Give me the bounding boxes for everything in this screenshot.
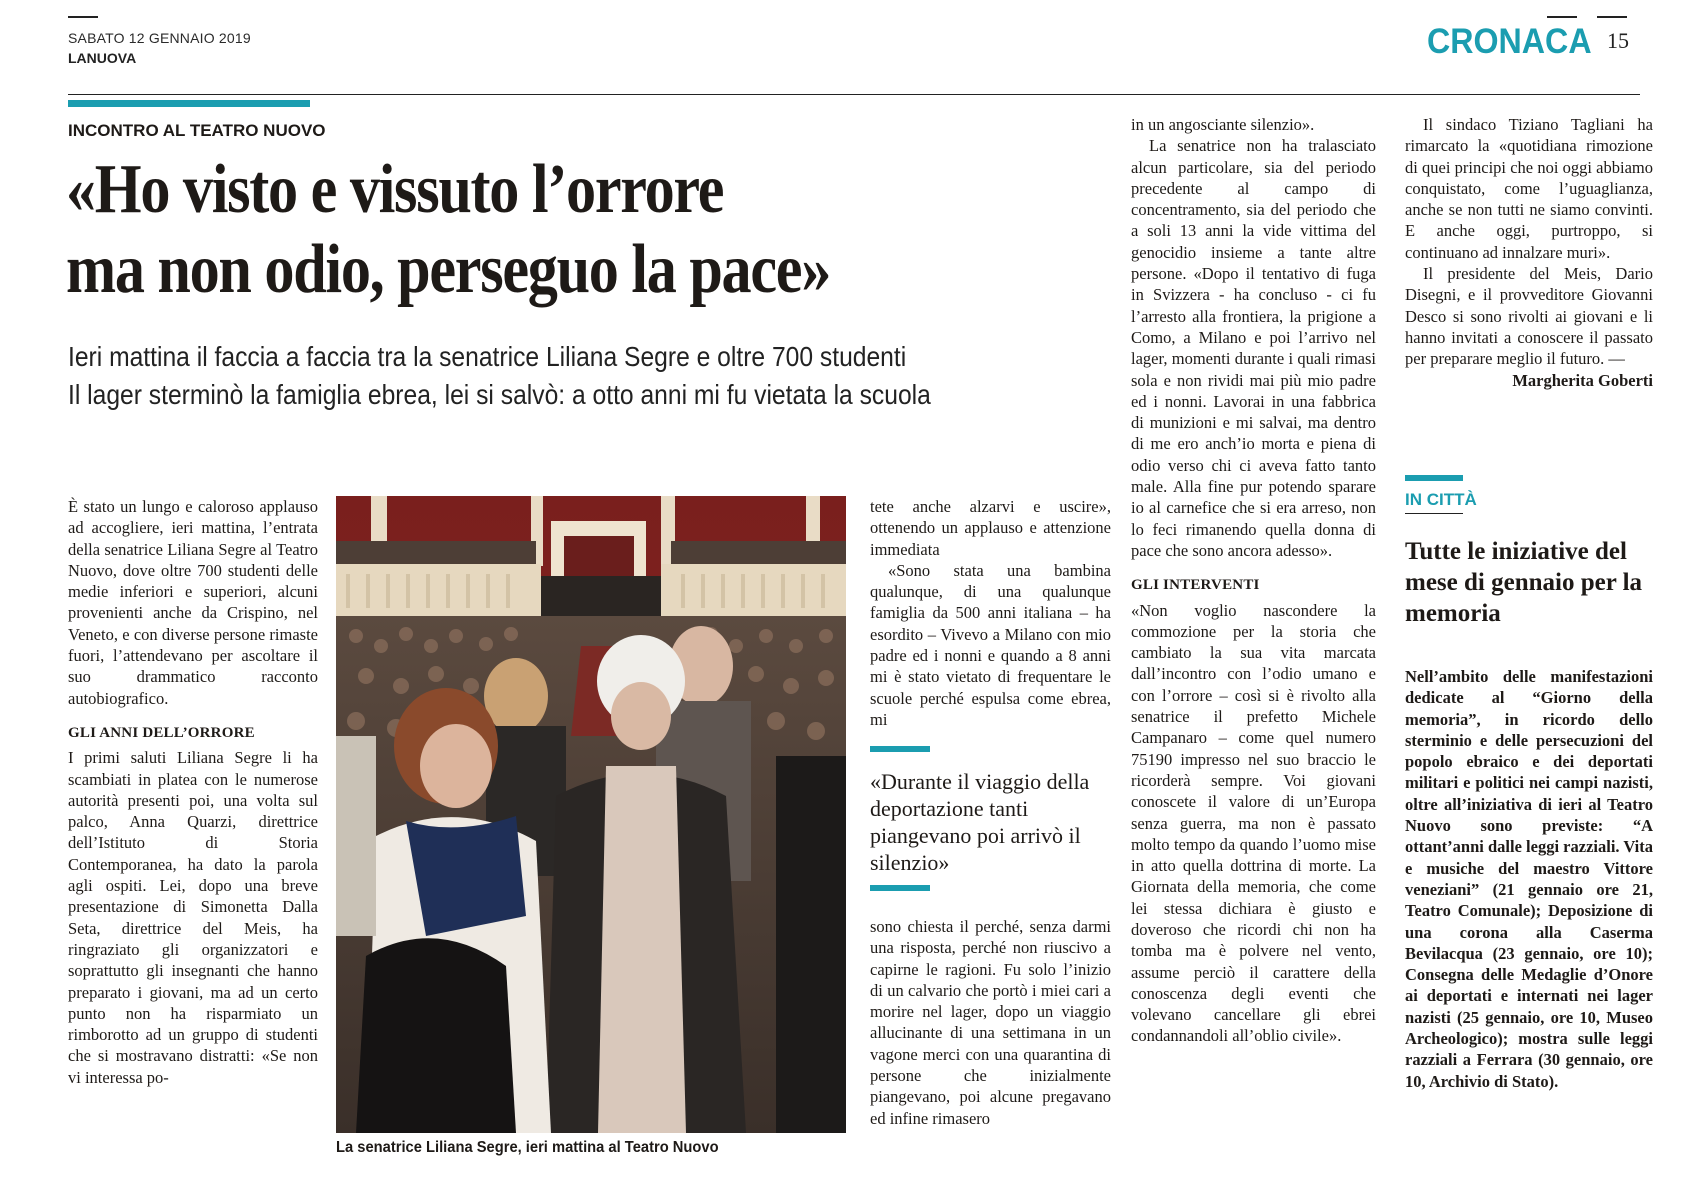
paragraph: I primi saluti Liliana Segre li ha scambiati in platea con le numerose autorità presenti poi, una volta sul palco, Anna Quarzi, direttrice dell’Istituto di Storia Contemporanea, ha dato la parola agli ospiti. Lei, dopo una breve presentazione di Simonetta Dalla Seta, direttrice del Meis, ha ringraziato gli organizzatori e soprattutto gli insegnanti che hanno preparato i giovani, ma ad un certo punto non ha risparmiato un rimborotto ad un gruppo di studenti che si mostravano distratti: «Se non vi interessa po- bbox=[68, 748, 318, 1087]
sidebar-kicker: IN CITTÀ bbox=[1405, 490, 1477, 509]
headline-line-1: «Ho visto e vissuto l’orrore bbox=[66, 151, 724, 228]
paragraph: Il sindaco Tiziano Tagliani ha rimarcato la «quotidiana rimozione di quei principi che noi oggi abbiamo conquistato, come l’uguaglianza, anche se non tutti ne siamo convinti. E anche oggi, purtroppo, si continuano ad innalzare muri». bbox=[1405, 115, 1653, 262]
article-kicker: INCONTRO AL TEATRO NUOVO bbox=[68, 121, 326, 140]
article-column-3 bbox=[1131, 114, 1376, 1047]
paragraph: È stato un lungo e caloroso applauso ad accogliere, ieri mattina, l’entrata della senatrice Liliana Segre al Teatro Nuovo, dove oltre 700 studenti delle medie inferiori e superiori, alcuni provenienti anche da Crispino, nel Veneto, e con diverse persone rimaste fuori, l’attendevano per ascoltare il suo drammatico racconto autobiografico. bbox=[68, 497, 318, 708]
section-label: CRONACA bbox=[1427, 22, 1592, 61]
header-tick-left bbox=[68, 16, 98, 18]
headline-line-2: ma non odio, perseguo la pace» bbox=[66, 231, 831, 308]
paragraph: «Non voglio nascondere la commozione per la storia che cambiato la sua vita marcata dall’incontro con l’odio umano e con l’orrore – così si è rivolto alla senatrice il prefetto Michele Campanaro – come quel numero 75190 impresso nel suo braccio le ricorderà sempre. Voi giovani conoscete il valore di un’Europa senza guerra, ma non è passato molto tempo da quando l’uomo mise in atto quella dottrina di morte. La Giornata della memoria, che come lei stessa dichiara è giusto e doveroso che ricordi chi non ha tomba ma è polvere nel vento, assume perciò il carattere della conoscenza degli eventi che volevano cancellare gli ebrei condannandoli all’oblio civile». bbox=[1131, 600, 1376, 1046]
paragraph: sono chiesta il perché, senza darmi una risposta, perché non riuscivo a capirne le ragioni. Fu solo l’inizio di un calvario che portò i miei cari a morire nel lager, dopo un viaggio allucinante di una settimana in un vagone merci con una quarantina di persone che inizialmente piangevano, poi alcune pregavano ed infine rimasero bbox=[870, 917, 1111, 1128]
paragraph: Il presidente del Meis, Dario Disegni, e il provveditore Giovanni Desco si sono rivolti ai giovani e li hanno invitati a conoscere il passato per preparare meglio il futuro. — bbox=[1405, 264, 1653, 369]
header-tick-right-2 bbox=[1597, 16, 1627, 18]
sidebar-rule bbox=[1405, 513, 1463, 514]
pullquote-bar-bottom bbox=[870, 885, 930, 891]
paragraph: tete anche alzarvi e uscire», ottenendo un applauso e attenzione immediata bbox=[870, 497, 1111, 559]
paragraph: «Sono stata una bambina qualunque, di una qualunque famiglia da 500 anni italiana – ha esordito – Vivevo a Milano con mio padre ed i nonni e quando a 8 anni mi è stato vietato di frequentare le scuole perché espulsa come ebrea, mi bbox=[870, 560, 1111, 729]
sidebar-body bbox=[1405, 666, 1653, 1092]
newspaper-name: LANUOVA bbox=[68, 50, 137, 66]
theatre-crowd-image bbox=[336, 496, 846, 1133]
pullquote-bar-top bbox=[870, 746, 930, 752]
article-column-2 bbox=[870, 496, 1111, 730]
paragraph: La senatrice non ha tralasciato alcun particolare, sia del periodo precedente al campo di concentramento, sia del periodo che a soli 13 anni la vide vittima del genocidio insieme a tante altre persone. «Dopo il tentativo di fuga in Svizzera - ha concluso - ci fu l’arresto alla frontiera, la prigione a Como, a Milano e poi l’arrivo nel lager, momenti durante i quali rimasi sola e non rividi mai più mio padre ed i nonni. Lavorai in una fabbrica di munizioni e mi salvai, ma dentro di me ero anch’io morta e piena di odio verso chi ci aveva fatto tanto male. Alla fine pur potendo sparare io al carnefice che si era arreso, non lo feci rimanendo quella donna di pace che sono ancora adesso». bbox=[1131, 136, 1376, 560]
sidebar-title: Tutte le iniziative del mese di gennaio per la memoria bbox=[1405, 538, 1643, 627]
headline bbox=[66, 150, 978, 310]
paragraph: in un angosciante silenzio». bbox=[1131, 115, 1315, 134]
author-byline: Margherita Goberti bbox=[1512, 370, 1653, 390]
photo-caption: La senatrice Liliana Segre, ieri mattina al Teatro Nuovo bbox=[336, 1139, 719, 1156]
section-subheading: GLI INTERVENTI bbox=[1131, 577, 1260, 594]
article-column-4 bbox=[1405, 114, 1653, 391]
sidebar-accent-bar bbox=[1405, 475, 1463, 481]
article-column-1 bbox=[68, 496, 318, 1088]
article-photo bbox=[336, 496, 846, 1133]
page-number: 15 bbox=[1607, 28, 1629, 53]
kicker-accent-bar bbox=[68, 100, 310, 107]
header-rule bbox=[68, 94, 1640, 95]
subhead-line-1: Ieri mattina il faccia a faccia tra la senatrice Liliana Segre e oltre 700 studenti bbox=[68, 341, 907, 372]
article-column-2-continued bbox=[870, 916, 1111, 1129]
issue-date: SABATO 12 GENNAIO 2019 bbox=[68, 30, 251, 46]
subheadline bbox=[68, 338, 1001, 414]
subhead-line-2: Il lager sterminò la famiglia ebrea, lei si salvò: a otto anni mi fu vietata la scuola bbox=[68, 379, 931, 410]
header-tick-right-1 bbox=[1547, 16, 1577, 18]
paragraph: Nell’ambito delle manifestazioni dedicate al “Giorno della memoria”, in ricordo dello sterminio e delle persecuzioni del popolo ebraico e dei deportati militari e politici nei campi nazisti, oltre all’iniziativa di ieri al Teatro Nuovo sono previste: “A ottant’anni dalle leggi razziali. Vita e musiche del maestro Vittore veneziani” (21 gennaio ore 21, Teatro Comunale); Deposizione di una corona alla Caserma Bevilacqua (23 gennaio, ore 10); Consegna delle Medaglie d’Onore ai deportati e internati nei lager nazisti (25 gennaio, ore 10, Museo Archeologico); mostra sulle leggi razziali a Ferrara (30 gennaio, ore 10, Archivio di Stato). bbox=[1405, 667, 1653, 1091]
section-subheading: GLI ANNI DELL’ORRORE bbox=[68, 724, 255, 741]
pull-quote: «Durante il viaggio della deportazione tanti piangevano poi arrivò il silenzio» bbox=[870, 769, 1090, 875]
